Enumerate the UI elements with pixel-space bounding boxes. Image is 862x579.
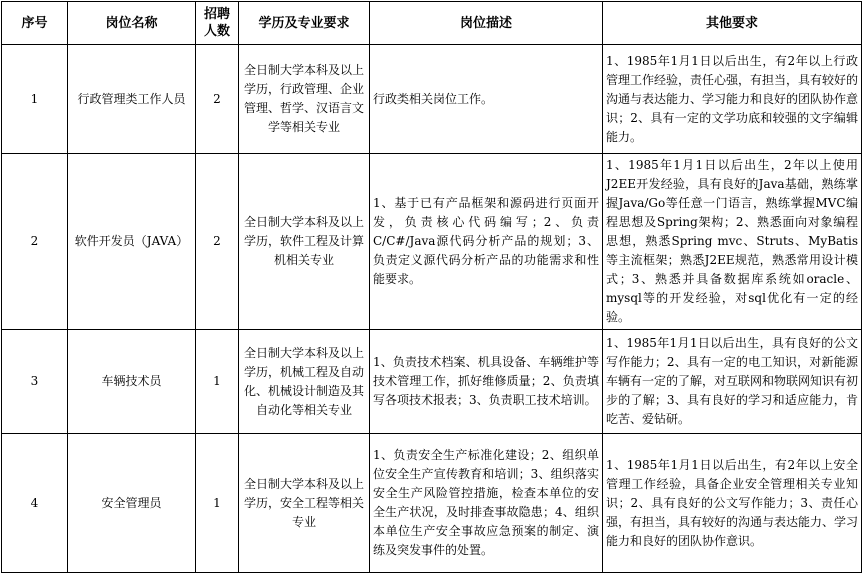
cell-education: 全日制大学本科及以上学历，行政管理、企业管理、哲学、汉语言文学等相关专业 (239, 45, 370, 154)
cell-count: 1 (196, 330, 239, 434)
cell-no: 1 (2, 45, 68, 154)
header-position: 岗位名称 (68, 2, 196, 45)
table-row (2, 434, 862, 573)
cell-education: 全日制大学本科及以上学历，机械工程及自动化、机械设计制造及其自动化等相关专业 (239, 330, 370, 434)
cell-position: 车辆技术员 (68, 330, 196, 434)
cell-other: 1、1985年1月1日以后出生，有2年以上行政管理工作经验，责任心强，有担当，具有较好的沟通与表达能力、学习能力和良好的团队协作意识；2、具有一定的文学功底和较强的文字编辑能力。 (603, 45, 862, 154)
cell-description: 1、基于已有产品框架和源码进行页面开发，负责核心代码编写；2、负责C/C#/Java源代码分析产品的规划；3、负责定义源代码分析产品的功能需求和性能要求。 (370, 154, 603, 330)
cell-count: 2 (196, 45, 239, 154)
table-row (2, 330, 862, 434)
header-other: 其他要求 (603, 2, 862, 45)
cell-description: 1、负责技术档案、机具设备、车辆维护等技术管理工作，抓好维修质量；2、负责填写各项技术报表；3、负责职工技术培训。 (370, 330, 603, 434)
header-count: 招聘人数 (196, 2, 239, 45)
cell-no: 3 (2, 330, 68, 434)
cell-no: 2 (2, 154, 68, 330)
cell-count: 2 (196, 154, 239, 330)
cell-description: 1、负责安全生产标准化建设；2、组织单位安全生产宣传教育和培训；3、组织落实安全生产风险管控措施，检查本单位的安全生产状况，及时排查事故隐患；4、组织本单位生产安全事故应急预案的制定、演练及突发事件的处置。 (370, 434, 603, 573)
cell-education: 全日制大学本科及以上学历，软件工程及计算机相关专业 (239, 154, 370, 330)
cell-other: 1、1985年1月1日以后出生，有2年以上安全管理工作经验，具备企业安全管理相关专业知识；2、具有良好的公文写作能力；3、责任心强，有担当，具有较好的沟通与表达能力、学习能力和良好的团队协作意识。 (603, 434, 862, 573)
cell-position: 软件开发员（JAVA） (68, 154, 196, 330)
cell-count: 1 (196, 434, 239, 573)
cell-position: 安全管理员 (68, 434, 196, 573)
cell-education: 全日制大学本科及以上学历，安全工程等相关专业 (239, 434, 370, 573)
cell-position: 行政管理类工作人员 (68, 45, 196, 154)
header-description: 岗位描述 (370, 2, 603, 45)
table-header-row (2, 2, 862, 45)
header-education: 学历及专业要求 (239, 2, 370, 45)
table-row (2, 154, 862, 330)
header-no: 序号 (2, 2, 68, 45)
cell-no: 4 (2, 434, 68, 573)
table-row (2, 45, 862, 154)
cell-other: 1、1985年1月1日以后出生，2年以上使用J2EE开发经验，具有良好的Java基础，熟练掌握Java/Go等任意一门语言，熟练掌握MVC编程思想及Spring架构；2、熟悉面向对象编程思想，熟悉Spring mvc、Struts、MyBatis等主流框架；熟悉J2EE规范，熟悉常用设计模式；3、熟悉并具备数据库系统如oracle、mysql等的开发经验，对sql优化有一定的经验。 (603, 154, 862, 330)
cell-other: 1、1985年1月1日以后出生，具有良好的公文写作能力；2、具有一定的电工知识，对新能源车辆有一定的了解，对互联网和物联网知识有初步的了解；3、具有良好的学习和适应能力，肯吃苦、爱钻研。 (603, 330, 862, 434)
cell-description: 行政类相关岗位工作。 (370, 45, 603, 154)
recruitment-table (1, 1, 862, 573)
